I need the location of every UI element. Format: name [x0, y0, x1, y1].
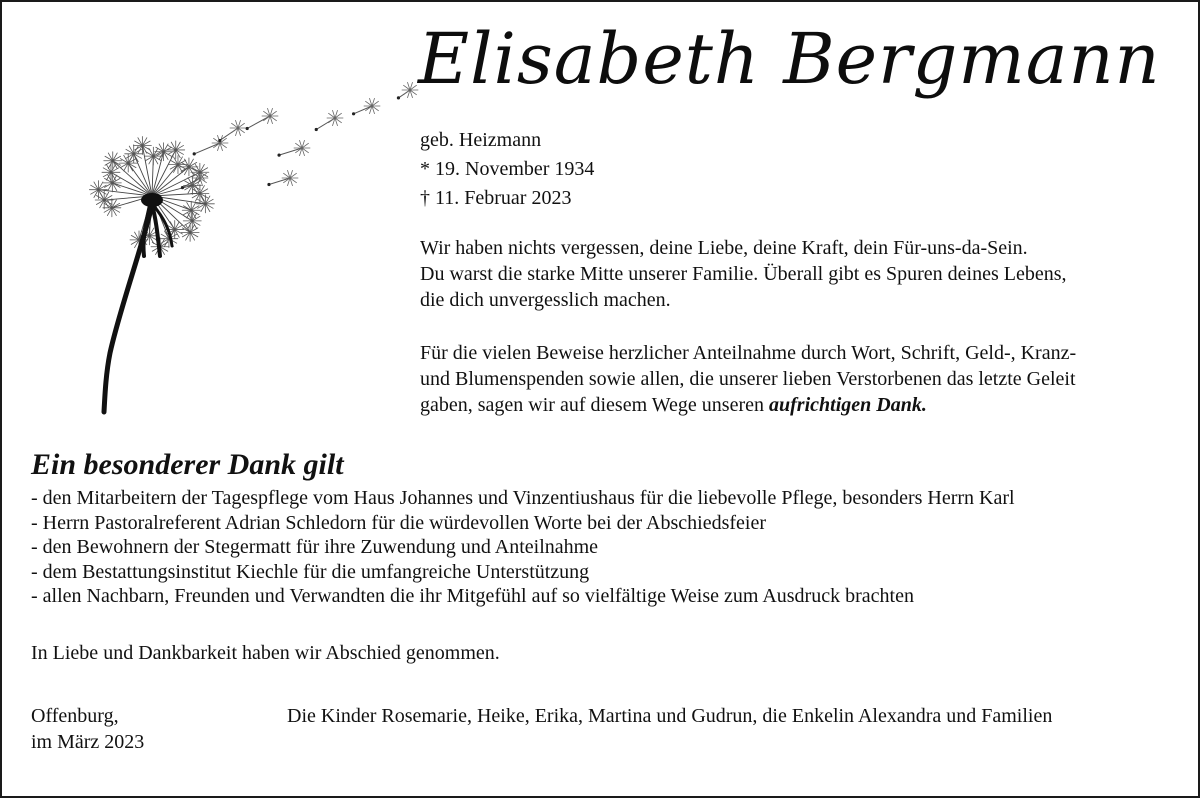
gratitude-paragraph — [420, 340, 1076, 418]
birth-name: geb. Heizmann — [420, 129, 542, 151]
thanks-item: - den Mitarbeitern der Tagespflege vom Haus Johannes und Vinzentiushaus für die liebevolle Pflege, besonders Herrn Karl — [31, 487, 1015, 509]
memory-line: Wir haben nichts vergessen, deine Liebe, deine Kraft, dein Für-uns-da-Sein. — [420, 237, 1028, 259]
gratitude-line: und Blumenspenden sowie allen, die unserer lieben Verstorbenen das letzte Geleit — [420, 368, 1076, 390]
thanks-item: - allen Nachbarn, Freunden und Verwandten die ihr Mitgefühl auf so vielfältige Weise zum Ausdruck brachten — [31, 585, 914, 607]
gratitude-emphasis: aufrichtigen Dank. — [769, 394, 927, 416]
thanks-item: - Herrn Pastoralreferent Adrian Schledorn für die würdevollen Worte bei der Abschiedsfeier — [31, 511, 766, 534]
gratitude-line-last — [420, 392, 1076, 418]
bio-block — [420, 126, 594, 213]
death-date: † 11. Februar 2023 — [420, 187, 572, 209]
thanks-item: - den Bewohnern der Stegermatt für ihre Zuwendung und Anteilnahme — [31, 536, 599, 558]
memory-paragraph — [420, 235, 1067, 313]
place-city: Offenburg, — [31, 705, 119, 727]
gratitude-line: Für die vielen Beweise herzlicher Anteilnahme durch Wort, Schrift, Geld-, Kranz- — [420, 342, 1077, 364]
thanks-item: - dem Bestattungsinstitut Kiechle für die umfangreiche Unterstützung — [31, 560, 590, 583]
thanks-title: Ein besonderer Dank gilt — [31, 448, 344, 481]
place-date — [31, 703, 144, 755]
memory-line: die dich unvergesslich machen. — [420, 289, 671, 311]
closing-line: In Liebe und Dankbarkeit haben wir Abschied genommen. — [31, 642, 500, 664]
birth-date: * 19. November 1934 — [420, 158, 595, 180]
gratitude-line-start: gaben, sagen wir auf diesem Wege unseren — [420, 394, 770, 416]
deceased-name: Elisabeth Bergmann — [418, 18, 1161, 100]
place-month: im März 2023 — [31, 731, 145, 753]
family-signature: Die Kinder Rosemarie, Heike, Erika, Martina und Gudrun, die Enkelin Alexandra und Familien — [287, 705, 1053, 727]
memory-line: Du warst die starke Mitte unserer Familie. Überall gibt es Spuren deines Lebens, — [420, 263, 1067, 285]
thanks-list — [31, 486, 1015, 609]
dandelion-icon — [80, 78, 440, 418]
